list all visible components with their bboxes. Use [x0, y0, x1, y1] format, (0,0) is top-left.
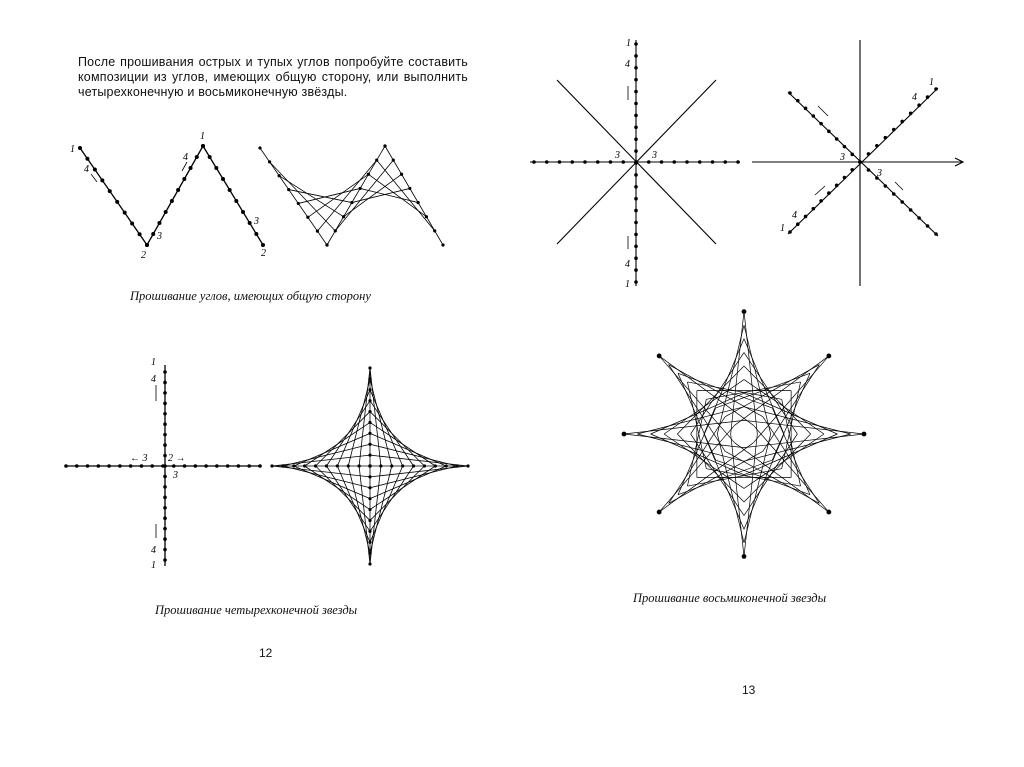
hole-dot	[788, 230, 792, 234]
hole-dot	[64, 464, 68, 468]
hole-dot	[441, 243, 444, 246]
hole-dot	[622, 432, 627, 437]
hole-dot	[163, 433, 167, 437]
thread-line	[270, 162, 336, 231]
hole-dot	[85, 157, 89, 161]
hole-dot	[796, 99, 800, 103]
hole-dot	[843, 176, 847, 180]
thread-line	[744, 352, 797, 434]
thread-line	[279, 176, 343, 217]
hole-dot	[258, 146, 261, 149]
hole-dot	[163, 506, 167, 510]
angles-guide-diagram	[78, 144, 265, 247]
thread-line	[348, 466, 370, 553]
label-1: 1	[626, 38, 631, 49]
hole-dot	[634, 256, 638, 260]
hole-dot	[835, 137, 839, 141]
hole-dot	[634, 42, 638, 46]
hole-dot	[163, 443, 167, 447]
cross-guide-diagram	[64, 365, 262, 566]
hole-dot	[917, 216, 921, 220]
hole-dot	[368, 541, 371, 544]
label-4: 4	[625, 59, 630, 70]
label-2: 2	[141, 250, 146, 261]
thread-line	[370, 466, 446, 499]
hole-dot	[347, 464, 350, 467]
hole-dot	[926, 95, 930, 99]
hole-dot	[140, 464, 144, 468]
hole-dot	[107, 464, 111, 468]
thread-line	[744, 434, 851, 461]
hole-dot	[194, 464, 198, 468]
hole-dot	[884, 184, 888, 188]
hole-dot	[634, 197, 638, 201]
hole-dot	[368, 497, 371, 500]
arrow-icon	[91, 174, 97, 182]
hole-dot	[208, 155, 212, 159]
hole-dot	[368, 519, 371, 522]
hole-dot	[634, 54, 638, 58]
hole-dot	[368, 410, 371, 413]
hole-dot	[78, 146, 82, 150]
hole-dot	[634, 102, 638, 106]
hole-dot	[151, 232, 155, 236]
label-3: 3	[840, 152, 845, 163]
hole-dot	[368, 443, 371, 446]
hole-dot	[368, 475, 371, 478]
hole-dot	[558, 160, 562, 164]
hole-dot	[86, 464, 90, 468]
hole-dot	[234, 199, 238, 203]
label-1: 1	[780, 223, 785, 234]
page-number-left: 12	[259, 646, 273, 660]
hole-dot	[268, 160, 271, 163]
hole-dot	[812, 207, 816, 211]
hole-dot	[368, 388, 371, 391]
arrow-icon	[895, 182, 903, 190]
label-2: 2	[261, 248, 266, 259]
hole-dot	[75, 464, 79, 468]
thread-line	[691, 434, 744, 516]
hole-dot	[723, 160, 727, 164]
hole-dot	[827, 130, 831, 134]
hole-dot	[164, 210, 168, 214]
hole-dot	[270, 464, 273, 467]
hole-dot	[228, 188, 232, 192]
hole-dot	[634, 114, 638, 118]
angle-side	[203, 146, 263, 245]
hole-dot	[456, 464, 459, 467]
hole-dot	[827, 191, 831, 195]
hole-dot	[858, 160, 862, 164]
hole-dot	[634, 185, 638, 189]
hole-dot	[248, 221, 252, 225]
hole-dot	[892, 128, 896, 132]
hole-dot	[368, 464, 371, 467]
hole-dot	[170, 199, 174, 203]
hole-dot	[596, 160, 600, 164]
hole-dot	[788, 91, 792, 95]
hole-dot	[423, 464, 426, 467]
hole-dot	[150, 464, 154, 468]
thread-line	[664, 380, 744, 434]
hole-dot	[657, 354, 662, 359]
hole-dot	[383, 144, 386, 147]
hole-dot	[163, 422, 167, 426]
hole-dot	[183, 464, 187, 468]
label-3: 3	[157, 231, 162, 242]
hole-dot	[634, 137, 638, 141]
hole-dot	[698, 160, 702, 164]
arrow-icon	[182, 162, 187, 171]
hole-dot	[287, 188, 290, 191]
hole-dot	[634, 149, 638, 153]
hole-dot	[408, 187, 411, 190]
eight-axes-guide-diagram	[530, 40, 740, 286]
eight-point-star-diagram	[622, 309, 867, 559]
hole-dot	[685, 160, 689, 164]
hole-dot	[237, 464, 241, 468]
hole-dot	[634, 221, 638, 225]
hole-dot	[163, 454, 167, 458]
hole-dot	[900, 120, 904, 124]
hole-dot	[129, 464, 133, 468]
hole-dot	[182, 177, 186, 181]
hole-dot	[358, 464, 361, 467]
hole-dot	[163, 370, 167, 374]
hole-dot	[325, 464, 328, 467]
thread-line	[289, 190, 352, 203]
hole-dot	[306, 216, 309, 219]
hole-dot	[934, 232, 938, 236]
hole-dot	[115, 200, 119, 204]
thread-line	[337, 466, 370, 542]
hole-dot	[189, 166, 193, 170]
hole-dot	[123, 211, 127, 215]
hole-dot	[130, 221, 134, 225]
hole-dot	[368, 377, 371, 380]
hole-dot	[359, 187, 362, 190]
hole-dot	[278, 174, 281, 177]
label-4: 4	[151, 374, 156, 385]
arrow-icon	[815, 186, 825, 195]
hole-dot	[392, 159, 395, 162]
hole-dot	[350, 201, 353, 204]
hole-dot	[247, 464, 251, 468]
hole-dot	[634, 233, 638, 237]
hole-dot	[157, 221, 161, 225]
thread-line	[335, 160, 393, 231]
hole-dot	[163, 381, 167, 385]
hole-dot	[835, 184, 839, 188]
hole-dot	[254, 232, 258, 236]
hole-dot	[118, 464, 122, 468]
thread-line	[283, 444, 370, 466]
hole-dot	[97, 464, 101, 468]
hole-dot	[163, 537, 167, 541]
thread-line	[344, 174, 402, 216]
hole-dot	[325, 243, 328, 246]
hole-dot	[466, 464, 469, 467]
hole-dot	[163, 464, 167, 468]
hole-dot	[812, 114, 816, 118]
label-1: 1	[200, 131, 205, 142]
thread-line	[677, 366, 744, 434]
label-4: 4	[912, 92, 917, 103]
hole-dot	[258, 464, 262, 468]
hole-dot	[163, 485, 167, 489]
hole-dot	[634, 209, 638, 213]
hole-dot	[819, 199, 823, 203]
hole-dot	[368, 399, 371, 402]
hole-dot	[145, 243, 149, 247]
hole-dot	[163, 558, 167, 562]
hole-dot	[336, 464, 339, 467]
label-1: 1	[151, 357, 156, 368]
hole-dot	[163, 475, 167, 479]
hole-dot	[657, 510, 662, 515]
axis-line	[788, 88, 938, 234]
hole-dot	[303, 464, 306, 467]
thread-line	[377, 160, 435, 231]
hole-dot	[850, 168, 854, 172]
hole-dot	[867, 152, 871, 156]
hole-dot	[634, 161, 638, 165]
hole-dot	[909, 208, 913, 212]
thread-line	[370, 390, 403, 466]
hole-dot	[926, 224, 930, 228]
hole-dot	[445, 464, 448, 467]
hole-dot	[281, 464, 284, 467]
hole-dot	[796, 222, 800, 226]
label-3: 3	[652, 150, 657, 161]
hole-dot	[900, 200, 904, 204]
hole-dot	[583, 160, 587, 164]
label-1: 1	[929, 77, 934, 88]
hole-dot	[201, 144, 205, 148]
hole-dot	[660, 160, 664, 164]
hole-dot	[93, 168, 97, 172]
hole-dot	[417, 201, 420, 204]
hole-dot	[647, 160, 651, 164]
hole-dot	[634, 126, 638, 130]
hole-dot	[884, 136, 888, 140]
hole-dot	[163, 391, 167, 395]
hole-dot	[634, 90, 638, 94]
label-1: 1	[151, 560, 156, 571]
hole-dot	[221, 177, 225, 181]
label-3: 3	[877, 168, 882, 179]
hole-dot	[634, 280, 638, 284]
hole-dot	[100, 178, 104, 182]
hole-dot	[368, 530, 371, 533]
arrow-icon	[818, 106, 828, 116]
caption-eight-point-star: Прошивание восьмиконечной звезды	[633, 591, 827, 605]
hole-dot	[609, 160, 613, 164]
thread-line	[370, 379, 392, 466]
hole-dot	[826, 510, 831, 515]
hole-dot	[401, 464, 404, 467]
hole-dot	[742, 554, 747, 559]
hole-dot	[138, 232, 142, 236]
hole-dot	[634, 268, 638, 272]
hole-dot	[163, 496, 167, 500]
angles-sewn-diagram	[258, 144, 444, 246]
hole-dot	[367, 173, 370, 176]
thread-line	[317, 160, 376, 231]
hole-dot	[368, 432, 371, 435]
four-point-star-diagram	[270, 366, 469, 565]
label-3: 3	[254, 216, 259, 227]
hole-dot	[826, 354, 831, 359]
hole-dot	[368, 508, 371, 511]
hole-dot	[108, 189, 112, 193]
hole-dot	[570, 160, 574, 164]
hole-dot	[634, 245, 638, 249]
hole-dot	[163, 527, 167, 531]
caption-angles: Прошивание углов, имеющих общую сторону	[130, 289, 371, 303]
hole-dot	[215, 464, 219, 468]
hole-dot	[862, 432, 867, 437]
hole-dot	[532, 160, 536, 164]
hole-dot	[634, 66, 638, 70]
hole-dot	[736, 160, 740, 164]
hole-dot	[400, 173, 403, 176]
angle-side	[147, 146, 203, 245]
hole-dot	[163, 516, 167, 520]
thread-line	[744, 325, 771, 434]
hole-dot	[634, 78, 638, 82]
hole-dot	[342, 215, 345, 218]
caption-four-point-star: Прошивание четырехконечной звезды	[155, 603, 358, 617]
hole-dot	[368, 454, 371, 457]
label-4: 4	[151, 545, 156, 556]
hole-dot	[226, 464, 230, 468]
thread-line	[744, 434, 811, 502]
hole-dot	[390, 464, 393, 467]
thread-line	[744, 366, 811, 434]
thread-line	[294, 433, 370, 466]
label-4: 4	[183, 152, 188, 163]
hole-dot	[742, 309, 747, 314]
thread-line	[370, 466, 457, 488]
label-left-arrow-3: ← 3	[130, 453, 148, 464]
hole-dot	[368, 421, 371, 424]
hole-dot	[412, 464, 415, 467]
hole-dot	[375, 159, 378, 162]
hole-dot	[163, 402, 167, 406]
hole-dot	[334, 229, 337, 232]
hole-dot	[204, 464, 208, 468]
thread-line	[744, 434, 824, 488]
hole-dot	[314, 464, 317, 467]
label-3: 3	[615, 150, 620, 161]
hole-dot	[368, 366, 371, 369]
intro-paragraph: После прошивания острых и тупых углов попробуйте составить композиции из углов, имеющих общую сторону, или выполнить четырехконечную и восьмиконечную звёзды.	[78, 55, 468, 99]
hole-dot	[297, 202, 300, 205]
hole-dot	[368, 552, 371, 555]
label-4: 4	[792, 210, 797, 221]
hole-dot	[875, 144, 879, 148]
hole-dot	[163, 412, 167, 416]
label-4: 4	[625, 259, 630, 270]
hole-dot	[172, 464, 176, 468]
hole-dot	[261, 243, 265, 247]
hole-dot	[867, 168, 871, 172]
hole-dot	[672, 160, 676, 164]
label-3: 3	[173, 470, 178, 481]
hole-dot	[368, 486, 371, 489]
hole-dot	[434, 464, 437, 467]
hole-dot	[892, 192, 896, 196]
hole-dot	[545, 160, 549, 164]
page-number-right: 13	[742, 683, 756, 697]
hole-dot	[819, 122, 823, 126]
hole-dot	[917, 103, 921, 107]
hole-dot	[934, 87, 938, 91]
hole-dot	[804, 107, 808, 111]
hole-dot	[214, 166, 218, 170]
hole-dot	[621, 160, 625, 164]
axis-line	[788, 92, 938, 236]
hole-dot	[843, 145, 847, 149]
hole-dot	[316, 230, 319, 233]
hole-dot	[292, 464, 295, 467]
angle-side	[80, 148, 147, 245]
label-1: 1	[70, 144, 75, 155]
hole-dot	[804, 215, 808, 219]
hole-dot	[241, 210, 245, 214]
label-4: 4	[84, 164, 89, 175]
hole-dot	[368, 562, 371, 565]
hole-dot	[425, 215, 428, 218]
label-1: 1	[625, 279, 630, 290]
hole-dot	[433, 229, 436, 232]
hole-dot	[909, 112, 913, 116]
hole-dot	[163, 548, 167, 552]
label-right-arrow-2: 2 →	[168, 453, 186, 464]
hole-dot	[195, 155, 199, 159]
thread-line	[637, 407, 744, 434]
hole-dot	[634, 173, 638, 177]
hole-dot	[711, 160, 715, 164]
hole-dot	[850, 153, 854, 157]
hole-dot	[379, 464, 382, 467]
thread-line	[717, 434, 744, 543]
hole-dot	[176, 188, 180, 192]
thread-line	[677, 434, 744, 502]
